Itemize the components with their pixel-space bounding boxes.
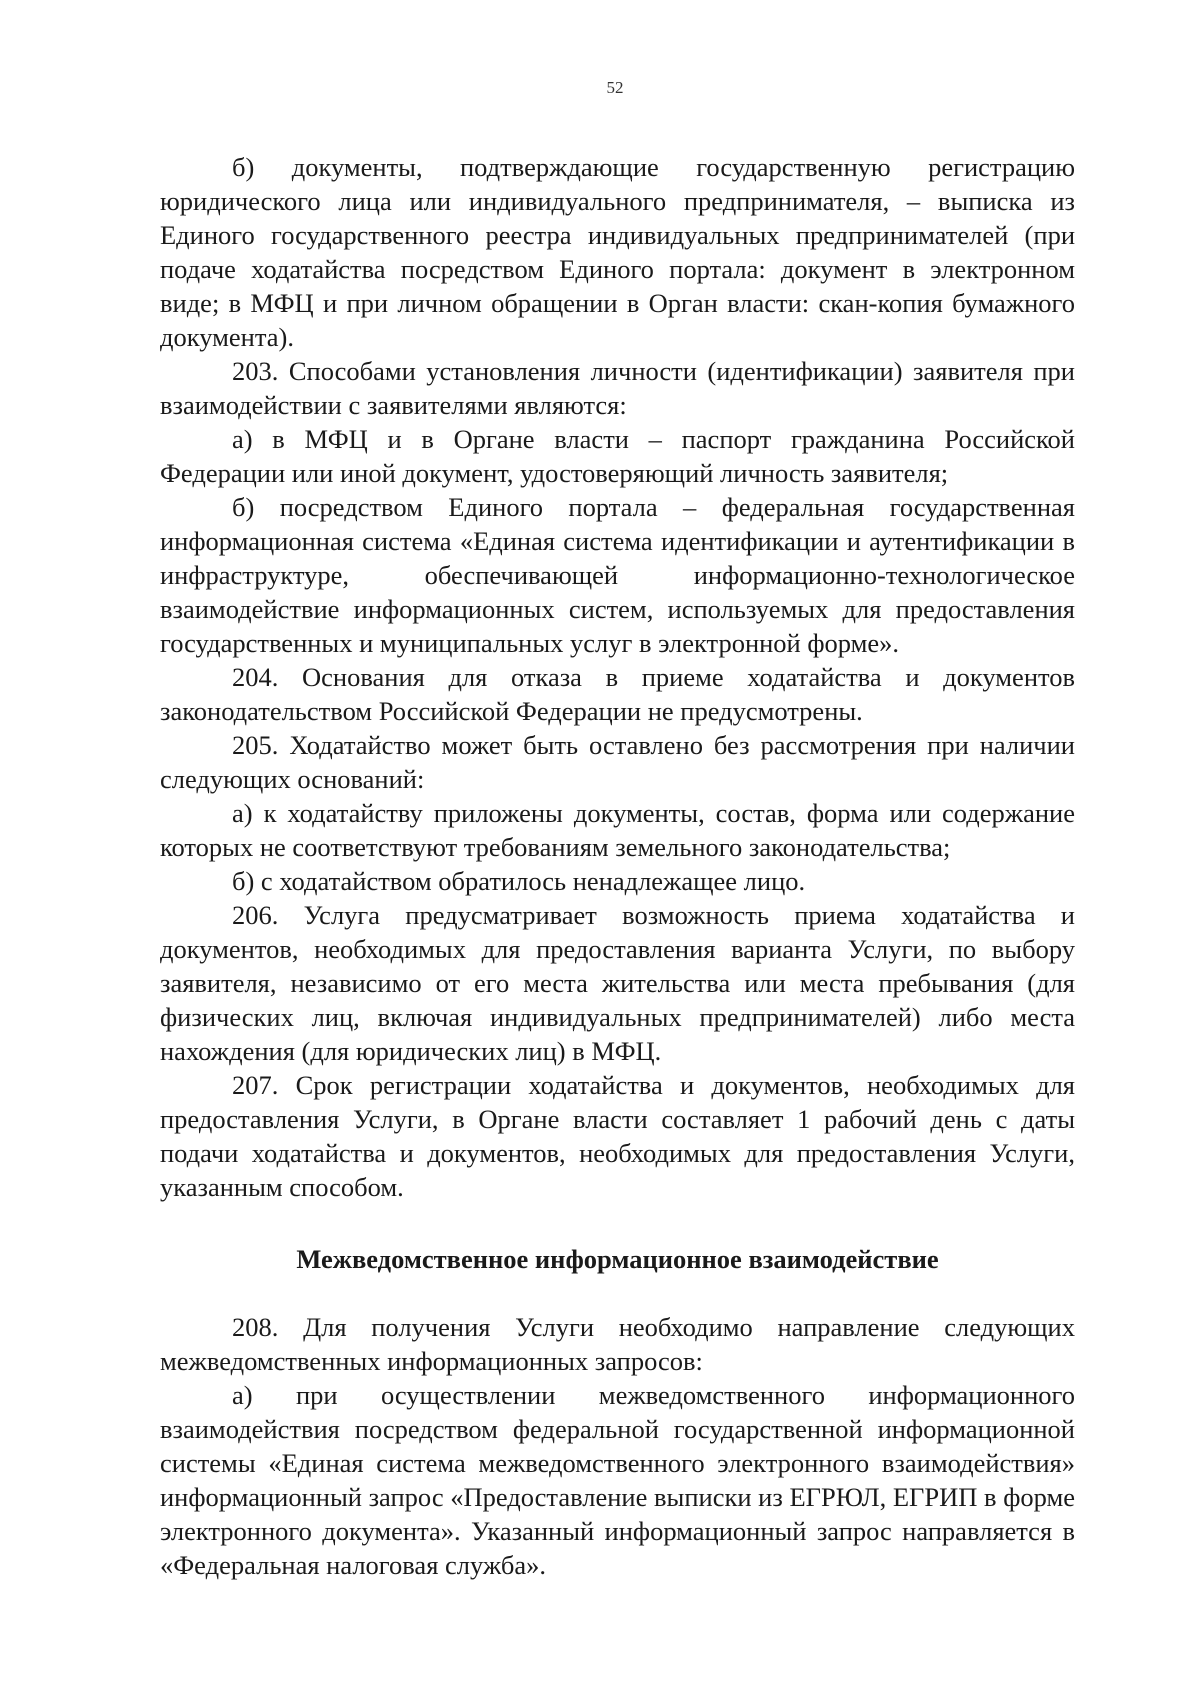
paragraph-203b: б) посредством Единого портала – федеральная государственная информационная система «Единая система идентификации и аутентификации в инфраструктуре, обеспечивающей информационно-технологическое взаимодействие информационных систем, используемых для предоставления государственных и муниципальных услуг в электронной форме».: [160, 492, 1075, 658]
paragraph-204: 204. Основания для отказа в приеме ходатайства и документов законодательством Российской Федерации не предусмотрены.: [160, 662, 1075, 726]
paragraph-205: 205. Ходатайство может быть оставлено без рассмотрения при наличии следующих оснований:: [160, 730, 1075, 794]
document-body: [160, 150, 1075, 1582]
paragraph-203: 203. Способами установления личности (идентификации) заявителя при взаимодействии с заявителями являются:: [160, 356, 1075, 420]
paragraph-208a: а) при осуществлении межведомственного информационного взаимодействия посредством федеральной государственной информационной системы «Единая система межведомственного электронного взаимодействия» информационный запрос «Предоставление выписки из ЕГРЮЛ, ЕГРИП в форме электронного документа». Указанный информационный запрос направляется в «Федеральная налоговая служба».: [160, 1380, 1075, 1580]
paragraph-205b: б) с ходатайством обратилось ненадлежащее лицо.: [232, 866, 806, 896]
paragraph-203a: а) в МФЦ и в Органе власти – паспорт гражданина Российской Федерации или иной документ, удостоверяющий личность заявителя;: [160, 424, 1075, 488]
paragraph-205a: а) к ходатайству приложены документы, состав, форма или содержание которых не соответствуют требованиям земельного законодательства;: [160, 798, 1075, 862]
paragraph-202b: б) документы, подтверждающие государственную регистрацию юридического лица или индивидуального предпринимателя, – выписка из Единого государственного реестра индивидуальных предпринимателей (при подаче ходатайства посредством Единого портала: документ в электронном виде; в МФЦ и при личном обращении в Орган власти: скан-копия бумажного документа).: [160, 152, 1075, 352]
paragraph-206: 206. Услуга предусматривает возможность приема ходатайства и документов, необходимых для предоставления варианта Услуги, по выбору заявителя, независимо от его места жительства или места пребывания (для физических лиц, включая индивидуальных предпринимателей) либо места нахождения (для юридических лиц) в МФЦ.: [160, 900, 1075, 1066]
section-heading: Межведомственное информационное взаимодействие: [296, 1244, 939, 1274]
page-number: 52: [606, 78, 624, 97]
paragraph-208: 208. Для получения Услуги необходимо направление следующих межведомственных информационных запросов:: [160, 1312, 1075, 1376]
paragraph-207: 207. Срок регистрации ходатайства и документов, необходимых для предоставления Услуги, в Органе власти составляет 1 рабочий день с даты подачи ходатайства и документов, необходимых для предоставления Услуги, указанным способом.: [160, 1070, 1075, 1202]
